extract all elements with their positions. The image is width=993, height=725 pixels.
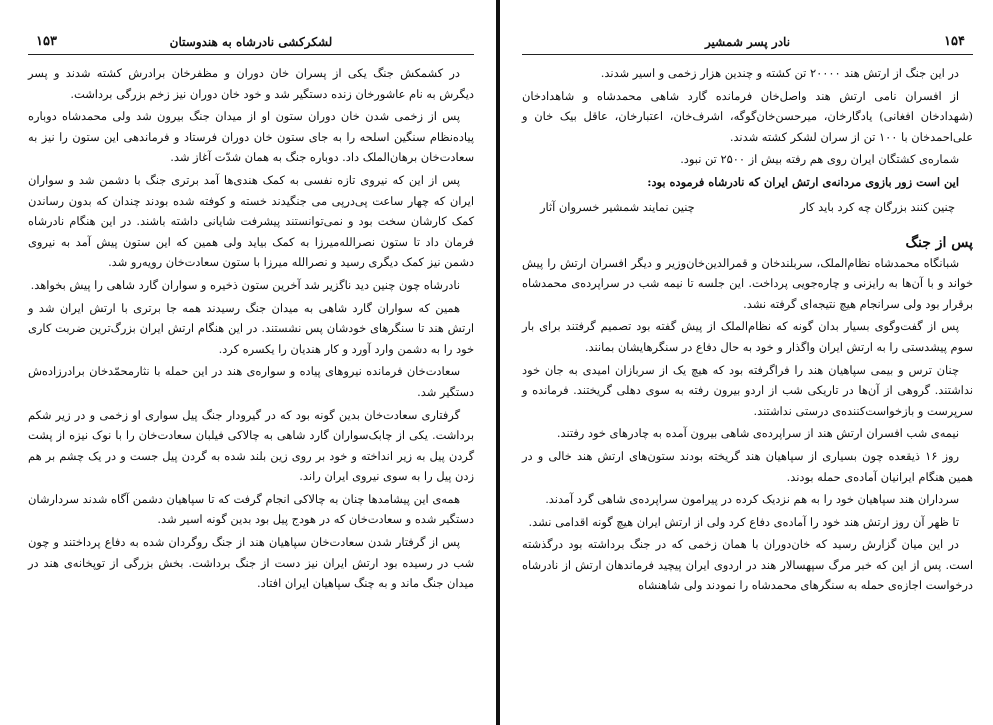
right-running-title: نادر پسر شمشیر xyxy=(704,35,791,49)
left-body-text xyxy=(28,63,474,594)
left-paragraph: سعادت‌خان فرمانده نیروهای پیاده و سواره‌ی هند در این حمله با نثارمحمّدخان برادرزاده‌ش دستگیر شد. xyxy=(28,364,474,399)
left-paragraph: در کشمکش جنگ یکی از پسران خان دوران و مظفرخان برادرش کشته شدند و پسر دیگرش به نام عاشورخان زنده دستگیر شد و خود خان دوران نیز زخم بزرگی برداشت. xyxy=(28,66,474,101)
left-paragraph: پس از این که نیروی تازه نفسی به کمک هندی‌ها آمد برتری جنگ با دشمن شد و سواران ایران که چهار ساعت پی‌درپی می جنگیدند خسته و کوفته شده بودند چندان که بدون رساندن کمک کارشان سخت بود و نمی‌توانستند پیشرفت شایانی داشته باشند. در این هنگام نادرشاه فرمان داد تا ستون نصرالله‌میرزا به کمک بیاید ولی همین که این ستون پیش آمد به نیروی دشمن نیز کمک دیگری رسید و نصرالله میرزا با ستون سعادت‌خان رویەرو شد. xyxy=(28,172,474,270)
right-running-head xyxy=(522,34,973,52)
right-paragraph: از افسران نامی ارتش هند واصل‌خان فرمانده گارد شاهی محمدشاه و شاهدادخان (شهدادخان افغانی) یادگارخان، میرحسن‌خان‌گوگه، اشرف‌خان، اعتبارخان، عاقل بیک خان و علی‌احمدخان با ۱۰۰ تن از سران لشکر کشته شدند. xyxy=(522,88,973,144)
right-body-text xyxy=(522,63,973,193)
left-paragraph: پس از زخمی شدن خان دوران ستون او از میدان جنگ بیرون شد ولی محمدشاه دوباره پیاده‌نظام سنگین اسلحه را به جای ستون خان دوران فرستاد و فرماندهی این ستون را نیز به سعادت‌خان برهان‌الملک داد. دوباره جنگ به همان شدّت آغاز شد. xyxy=(28,109,474,165)
right-section-text xyxy=(522,253,973,597)
left-paragraph: همین که سواران گارد شاهی به میدان جنگ رسیدند همه جا برتری با ارتش ایران شد و ارتش هند تا سنگرهای خودشان پس نشستند. در این هنگام ارتش ایران بزرگ‌ترین ضربت کاری خود را به دشمن وارد آورد و کار هندیان را یکسره کرد. xyxy=(28,300,474,356)
left-running-title: لشکرکشی نادرشاه به هندوستان xyxy=(169,35,333,49)
left-paragraph: نادرشاه چون چنین دید ناگزیر شد آخرین ستون ذخیره و سواران گارد شاهی را پیش بخواهد. xyxy=(30,277,460,292)
right-section-paragraph: تا ظهر آن روز ارتش هند خود را آماده‌ی دفاع کرد ولی از ارتش ایران هیچ گونه اقدامی نشد. xyxy=(528,514,959,529)
right-section-paragraph: در این میان گزارش رسید که خان‌دوران با همان زخمی که در جنگ برداشته بود درگذشته است. پس از این که خبر مرگ سپهسالار هند در اردوی ایران پیچید فرماندهان ارتش از نادرشاه درخواست اجازه‌ی حمله به سنگرهای محمدشاه را نمودند ولی شاهنشاه xyxy=(522,537,973,593)
right-section-paragraph: سرداران هند سپاهیان خود را به هم نزدیک کرده در پیرامون سراپرده‌ی شاهی گرد آمدند. xyxy=(545,492,959,507)
left-paragraph: گرفتاری سعادت‌خان بدین گونه بود که در گیرودار جنگ پیل سواری او زخمی و در زیر شکم برداشت. یکی از چابک‌سواران گارد شاهی به چالاکی فیلبان سعادت‌خان را با نوک نیزه از پشت گردن پیل به زیر انداخته و خود بر روی زین بلند شده به گردن پیل جست و در یک چشم بر هم زدن پیل را به سوی نیروی ایران راند. xyxy=(28,407,474,484)
left-running-head xyxy=(28,34,474,52)
left-header-rule xyxy=(28,54,474,55)
right-section-paragraph: پس از گفت‌وگوی بسیار بدان گونه که نظام‌الملک از پیش گفته بود تصمیم گرفتند برای بار سوم پیشدستی را به ارتش ایران واگذار و خود به حال دفاع در سنگرهایشان بمانند. xyxy=(522,319,973,354)
section-heading: پس از جنگ xyxy=(905,234,973,251)
right-page-number: ۱۵۴ xyxy=(944,34,965,49)
left-paragraph: پس از گرفتار شدن سعادت‌خان سپاهیان هند از جنگ روگردان شده به دفاع پرداختند و چون شب در رسیده بود ارتش ایران نیز دست از جنگ برداشت. بخش بزرگی از توپخانه‌ی هند در میدان جنگ ماند و به چنگ سپاهیان ایران افتاد. xyxy=(28,535,474,591)
right-section-paragraph: چنان ترس و بیمی سپاهیان هند را فراگرفته بود که هیچ یک از سربازان امیدی به جان خود نداشتند. گروهی از آن‌ها در تاریکی شب از اردو بیرون رفته به سوی دهلی گریختند. فرمانده و سرپرست و بازخواست‌کننده‌ی درستی نداشتند. xyxy=(522,362,973,418)
verse-hemistich-1: چنین کنند بزرگان چه کرد باید کار xyxy=(800,199,955,214)
right-section-paragraph: نیمه‌ی شب افسران ارتش هند از سراپرده‌ی شاهی بیرون آمده به چادرهای خود رفتند. xyxy=(556,426,959,441)
right-section-paragraph: شبانگاه محمدشاه نظام‌الملک، سربلندخان و قمرالدین‌خان‌وزیر و دیگر افسران ارتش را پیش خواند و با آن‌ها به رایزنی و چاره‌جویی پرداخت. این جلسه تا نیمه شب در سراپرده‌ی محمدشاه برقرار بود ولی سرانجام هیچ نتیجه‌ای گرفته نشد. xyxy=(522,255,973,311)
left-page xyxy=(0,0,496,725)
right-paragraph-bold: این است زور بازوی مردانه‌ی ارتش ایران که نادرشاه فرموده بود: xyxy=(647,174,959,189)
verse-couplet xyxy=(522,195,973,219)
right-header-rule xyxy=(522,54,973,55)
right-paragraph: شماره‌ی کشتگان ایران روی هم رفته بیش از ۲۵۰۰ تن نبود. xyxy=(680,152,959,167)
left-page-number: ۱۵۳ xyxy=(36,34,57,49)
right-paragraph: در این جنگ از ارتش هند ۲۰۰۰۰ تن کشته و چندین هزار زخمی و اسیر شدند. xyxy=(600,66,959,80)
right-page xyxy=(500,0,993,725)
verse-hemistich-2: چنین نمایند شمشیر خسروان آثار xyxy=(540,199,695,214)
right-section-paragraph: روز ۱۶ ذیقعده چون بسیاری از سپاهیان هند گریخته بودند ستون‌های ارتش هند خالی و در همین هنگام ایرانیان آماده‌ی حمله بودند. xyxy=(522,448,973,484)
left-paragraph: همه‌ی این پیشامدها چنان به چالاکی انجام گرفت که تا سپاهیان دشمن آگاه شدند سردارشان دستگیر شده و سعادت‌خان که در هودج پیل بود بدین گونه اسیر شد. xyxy=(28,491,474,527)
